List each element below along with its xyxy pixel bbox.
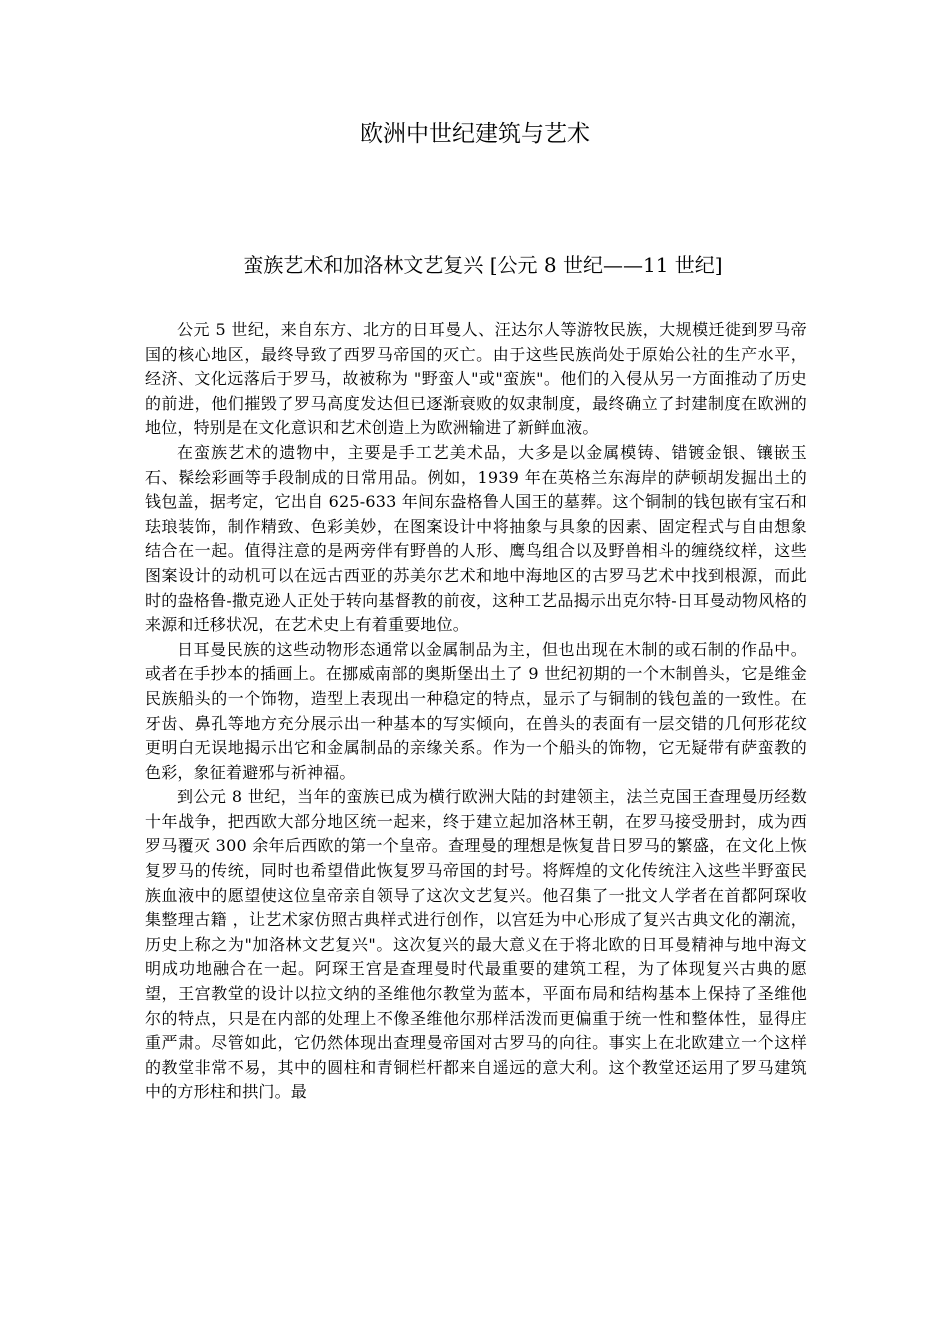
- paragraph-1: 公元 5 世纪，来自东方、北方的日耳曼人、汪达尔人等游牧民族，大规模迁徙到罗马帝国的核心地区，最终导致了西罗马帝国的灭亡。由于这些民族尚处于原始公社的生产水平，经济、文化远落后于罗马，故被称为 "野蛮人"或"蛮族"。他们的入侵从另一方面推动了历史的前进，他们摧毁了罗马高度发达但已逐渐衰败的奴隶制度，最终确立了封建制度在欧洲的地位，特别是在文化意识和艺术创造上为欧洲输进了新鲜血液。: [145, 320, 807, 438]
- document-title: 欧洲中世纪建筑与艺术: [360, 121, 590, 147]
- section-heading: 蛮族艺术和加洛林文艺复兴 [公元 8 世纪——11 世纪]: [243, 253, 723, 277]
- paragraph-3: 日耳曼民族的这些动物形态通常以金属制品为主，但也出现在木制的或石制的作品中。或者在手抄本的插画上。在挪威南部的奥斯堡出土了 9 世纪初期的一个木制兽头，它是维金民族船头的一个饰物，造型上表现出一种稳定的特点，显示了与铜制的钱包盖的一致性。在牙齿、鼻孔等地方充分展示出一种基本的写实倾向，在兽头的表面有一层交错的几何形花纹更明白无误地揭示出它和金属制品的亲缘关系。作为一个船头的饰物，它无疑带有萨蛮教的色彩，象征着避邪与祈神福。: [145, 639, 807, 782]
- paragraph-2: 在蛮族艺术的遗物中，主要是手工艺美术品，大多是以金属模铸、错镀金银、镶嵌玉石、髹绘彩画等手段制成的日常用品。例如，1939 年在英格兰东海岸的萨顿胡发掘出土的钱包盖，据考定，它出自 625-633 年间东盎格鲁人国王的墓葬。这个铜制的钱包嵌有宝石和珐琅装饰，制作精致、色彩美妙，在图案设计中将抽象与具象的因素、固定程式与自由想象结合在一起。值得注意的是两旁伴有野兽的人形、鹰鸟组合以及野兽相斗的缠绕纹样，这些图案设计的动机可以在远古西亚的苏美尔艺术和地中海地区的古罗马艺术中找到根源，而此时的盎格鲁-撒克逊人正处于转向基督教的前夜，这种工艺品揭示出克尔特-日耳曼动物风格的来源和迁移状况，在艺术史上有着重要地位。: [145, 442, 807, 635]
- document-body: [145, 318, 807, 1105]
- paragraph-4: 到公元 8 世纪，当年的蛮族已成为横行欧洲大陆的封建领主，法兰克国王查理曼历经数十年战争，把西欧大部分地区统一起来，终于建立起加洛林王朝，在罗马接受册封，成为西罗马覆灭 300 余年后西欧的第一个皇帝。查理曼的理想是恢复昔日罗马的繁盛，在文化上恢复罗马的传统，同时也希望借此恢复罗马帝国的封号。将辉煌的文化传统注入这些半野蛮民族血液中的愿望使这位皇帝亲自领导了这次文艺复兴。他召集了一批文人学者在首都阿琛收集整理古籍 ，让艺术家仿照古典样式进行创作，以宫廷为中心形成了复兴古典文化的潮流，历史上称之为"加洛林文艺复兴"。这次复兴的最大意义在于将北欧的日耳曼精神与地中海文明成功地融合在一起。阿琛王宫是查理曼时代最重要的建筑工程，为了体现复兴古典的愿望，王宫教堂的设计以拉文纳的圣维他尔教堂为蓝本，平面布局和结构基本上保持了圣维他尔的特点，只是在内部的处理上不像圣维他尔那样活泼而更偏重于统一性和整体性，显得庄重严肃。尽管如此，它仍然体现出查理曼帝国对古罗马的向往。事实上在北欧建立一个这样的教堂非常不易，其中的圆柱和青铜栏杆都来自遥远的意大利。这个教堂还运用了罗马建筑中的方形柱和拱门。最: [145, 787, 807, 1102]
